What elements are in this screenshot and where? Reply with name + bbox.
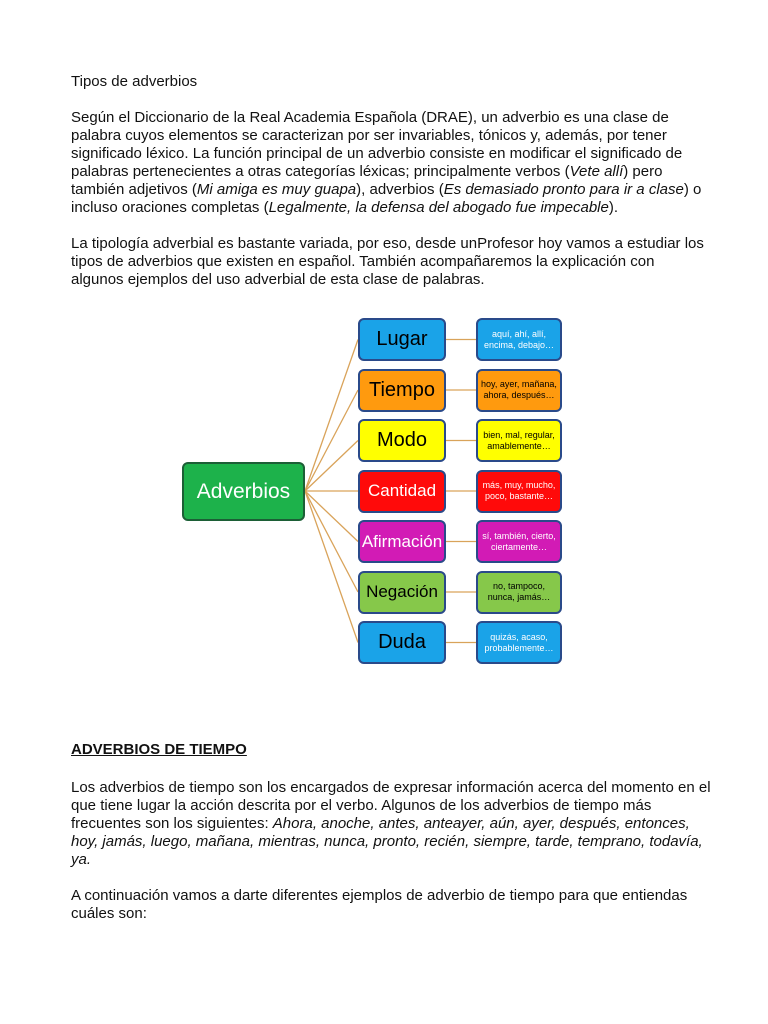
root-connector-7 xyxy=(305,491,358,643)
root-connector-3 xyxy=(305,441,358,492)
typology-paragraph: La tipología adverbial es bastante variada, por eso, desde unProfesor hoy vamos a estudiar los tipos de adverbios que existen en español. También acompañaremos la explicación con algunos ejemplos del uso adverbial de esta clase de palabras. xyxy=(71,235,704,288)
intro-segment: Según el Diccionario de la Real Academia Española (DRAE), un adverbio es una clase de palabra cuyos elementos se caracterizan por ser invariables, tónicos y, además, por tener significado léxico. La función principal de un adverbio consiste en modificar el significado de palabras pertenecientes a otras categorías léxicas; principalmente verbos ( xyxy=(71,109,683,180)
time-adverbs-paragraph xyxy=(71,779,711,869)
category-1: Lugar xyxy=(358,318,446,361)
category-examples-6: no, tampoco, nunca, jamás… xyxy=(476,571,562,614)
intro-segment: ) o incluso oraciones completas ( xyxy=(71,181,702,216)
intro-segment: ). xyxy=(608,199,619,216)
root-connector-5 xyxy=(305,491,358,542)
intro-paragraph xyxy=(71,109,711,217)
category-2: Tiempo xyxy=(358,369,446,412)
category-examples-7: quizás, acaso, probablemente… xyxy=(476,621,562,664)
document-title: Tipos de adverbios xyxy=(71,73,198,90)
category-3: Modo xyxy=(358,419,446,462)
diagram-root-adverbios: Adverbios xyxy=(182,462,305,521)
category-4: Cantidad xyxy=(358,470,446,513)
root-connector-2 xyxy=(305,390,358,491)
section-heading: ADVERBIOS DE TIEMPO xyxy=(71,741,247,758)
examples-intro-paragraph: A continuación vamos a darte diferentes ejemplos de adverbio de tiempo para que entiendas cuáles son: xyxy=(71,887,688,922)
root-connector-1 xyxy=(305,340,358,492)
category-6: Negación xyxy=(358,571,446,614)
category-7: Duda xyxy=(358,621,446,664)
time-adverbs-list: Ahora, anoche, antes, anteayer, aún, ayer, después, entonces, hoy, jamás, luego, mañana, mientras, nunca, pronto, recién, siempre, tarde, temprano, todavía, ya. xyxy=(71,815,703,868)
root-connector-6 xyxy=(305,491,358,592)
category-5: Afirmación xyxy=(358,520,446,563)
intro-example: Legalmente, la defensa del abogado fue impecable xyxy=(268,199,609,216)
intro-segment: ) pero también adjetivos ( xyxy=(71,163,663,198)
intro-example: Es demasiado pronto para ir a clase xyxy=(443,181,684,198)
adverb-types-diagram xyxy=(180,316,570,668)
time-paragraph-text: Los adverbios de tiempo son los encargados de expresar información acerca del momento en el que tiene lugar la acción descrita por el verbo. Algunos de los adverbios de tiempo más frecuentes son los siguientes: xyxy=(71,779,711,832)
category-examples-3: bien, mal, regular, amablemente… xyxy=(476,419,562,462)
intro-example: Vete allí xyxy=(569,163,624,180)
category-examples-1: aquí, ahí, allí, encima, debajo… xyxy=(476,318,562,361)
category-examples-2: hoy, ayer, mañana, ahora, después… xyxy=(476,369,562,412)
intro-segment: ), adverbios ( xyxy=(356,181,444,198)
category-examples-4: más, muy, mucho, poco, bastante… xyxy=(476,470,562,513)
category-examples-5: sí, también, cierto, ciertamente… xyxy=(476,520,562,563)
intro-example: Mi amiga es muy guapa xyxy=(196,181,357,198)
